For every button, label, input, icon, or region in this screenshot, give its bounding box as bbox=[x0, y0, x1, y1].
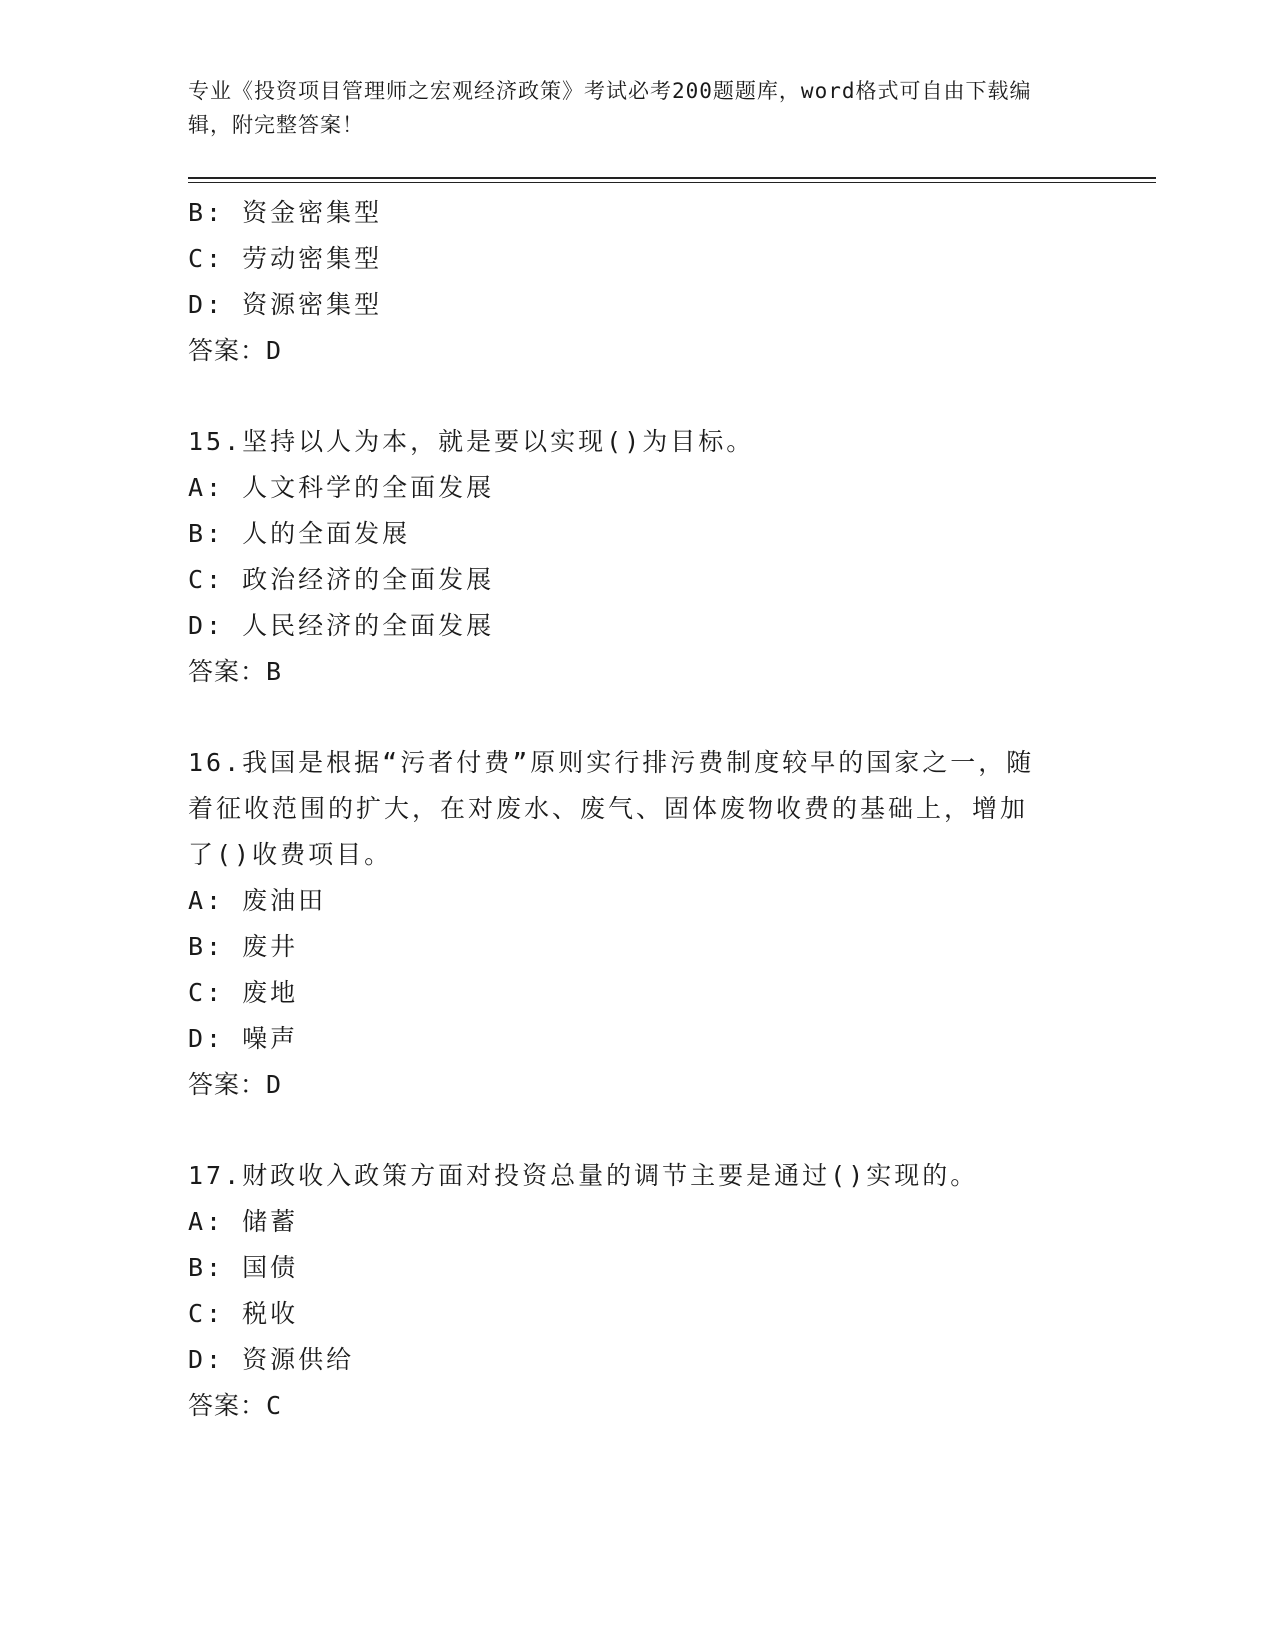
question-16-option-c: C: 废地 bbox=[188, 978, 299, 1007]
question-14-block bbox=[188, 190, 1088, 374]
question-16-option-b: B: 废井 bbox=[188, 932, 299, 961]
question-16-stem-line-3: 了()收费项目。 bbox=[188, 840, 393, 869]
question-17-option-d: D: 资源供给 bbox=[188, 1345, 355, 1374]
question-16-answer: 答案：D bbox=[188, 1070, 283, 1099]
question-gap bbox=[188, 695, 1088, 740]
question-14-option-d: D: 资源密集型 bbox=[188, 290, 383, 319]
question-16-block bbox=[188, 740, 1088, 1108]
question-15-option-d: D: 人民经济的全面发展 bbox=[188, 611, 495, 640]
question-15-stem: 15.坚持以人为本，就是要以实现()为目标。 bbox=[188, 427, 755, 456]
question-gap bbox=[188, 374, 1088, 419]
question-17-stem: 17.财政收入政策方面对投资总量的调节主要是通过()实现的。 bbox=[188, 1161, 979, 1190]
question-15-option-a: A: 人文科学的全面发展 bbox=[188, 473, 495, 502]
question-15-block bbox=[188, 419, 1088, 695]
question-17-option-c: C: 税收 bbox=[188, 1299, 299, 1328]
question-15-option-c: C: 政治经济的全面发展 bbox=[188, 565, 495, 594]
question-14-option-c: C: 劳动密集型 bbox=[188, 244, 383, 273]
question-15-answer: 答案：B bbox=[188, 657, 283, 686]
question-17-option-a: A: 储蓄 bbox=[188, 1207, 299, 1236]
question-16-option-a: A: 废油田 bbox=[188, 886, 327, 915]
question-14-option-b: B: 资金密集型 bbox=[188, 198, 383, 227]
question-17-block bbox=[188, 1153, 1088, 1429]
question-16-stem-line-1: 16.我国是根据“污者付费”原则实行排污费制度较早的国家之一，随 bbox=[188, 748, 1035, 777]
question-list bbox=[188, 190, 1088, 1429]
question-16-option-d: D: 噪声 bbox=[188, 1024, 299, 1053]
question-15-option-b: B: 人的全面发展 bbox=[188, 519, 411, 548]
question-14-answer: 答案：D bbox=[188, 336, 283, 365]
header-divider-thick bbox=[188, 177, 1156, 179]
document-header: 专业《投资项目管理师之宏观经济政策》考试必考200题题库，word格式可自由下载编辑，附完整答案！ bbox=[188, 79, 1032, 137]
question-17-answer: 答案：C bbox=[188, 1391, 283, 1420]
header-divider-thin bbox=[188, 182, 1156, 183]
question-17-option-b: B: 国债 bbox=[188, 1253, 299, 1282]
question-16-stem-line-2: 着征收范围的扩大，在对废水、废气、固体废物收费的基础上，增加 bbox=[188, 794, 1029, 823]
question-gap bbox=[188, 1108, 1088, 1153]
